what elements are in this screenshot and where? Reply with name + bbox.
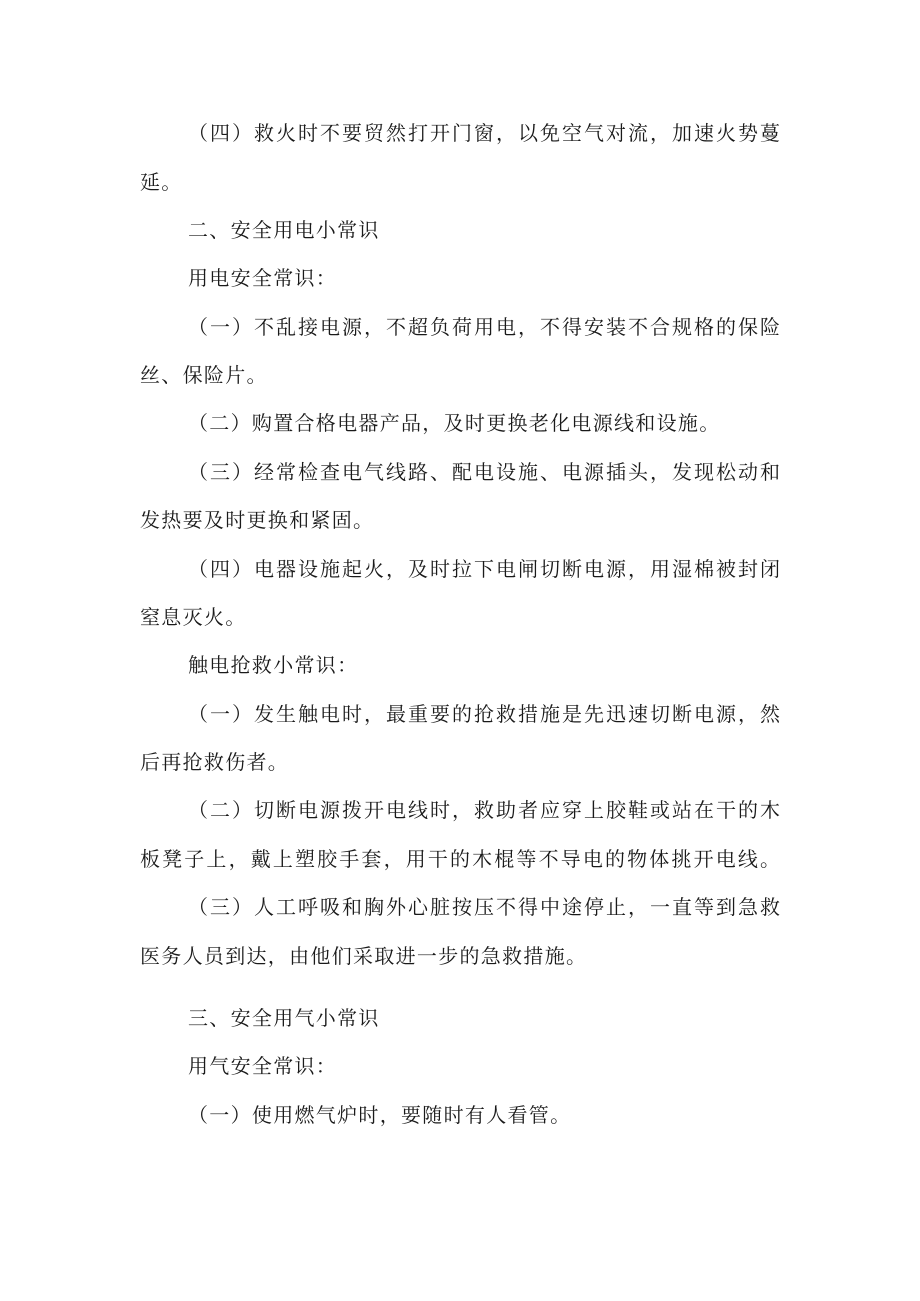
subsection-heading: 触电抢救小常识： — [188, 653, 359, 677]
paragraph-line: （三）人工呼吸和胸外心脏按压不得中途停止，一直等到急救 — [188, 895, 780, 919]
paragraph-line: 发热要及时更换和紧固。 — [140, 508, 375, 532]
paragraph-line: 板凳子上，戴上塑胶手套，用干的木棍等不导电的物体挑开电线。 — [140, 847, 780, 871]
paragraph-line: （四）救火时不要贸然打开门窗，以免空气对流，加速火势蔓 — [188, 121, 780, 145]
section-heading: 二、安全用电小常识 — [188, 218, 380, 242]
subsection-heading: 用电安全常识： — [188, 266, 338, 290]
paragraph-line: （一）使用燃气炉时，要随时有人看管。 — [188, 1103, 572, 1127]
paragraph-line: 医务人员到达，由他们采取进一步的急救措施。 — [140, 944, 588, 968]
paragraph-line: （二）切断电源拨开电线时，救助者应穿上胶鞋或站在干的木 — [188, 798, 780, 822]
paragraph-line: （一）不乱接电源，不超负荷用电，不得安装不合规格的保险 — [188, 315, 780, 339]
paragraph-line: （四）电器设施起火，及时拉下电闸切断电源，用湿棉被封闭 — [188, 557, 780, 581]
subsection-heading: 用气安全常识： — [188, 1054, 338, 1078]
paragraph-line: （三）经常检查电气线路、配电设施、电源插头，发现松动和 — [188, 460, 780, 484]
paragraph-line: 丝、保险片。 — [140, 363, 268, 387]
paragraph-line: 延。 — [140, 170, 183, 194]
paragraph-line: 后再抢救伤者。 — [140, 750, 290, 774]
section-heading: 三、安全用气小常识 — [188, 1006, 380, 1030]
paragraph-line: （一）发生触电时，最重要的抢救措施是先迅速切断电源，然 — [188, 702, 780, 726]
paragraph-line: 窒息灭火。 — [140, 605, 247, 629]
paragraph-line: （二）购置合格电器产品，及时更换老化电源线和设施。 — [188, 411, 721, 435]
